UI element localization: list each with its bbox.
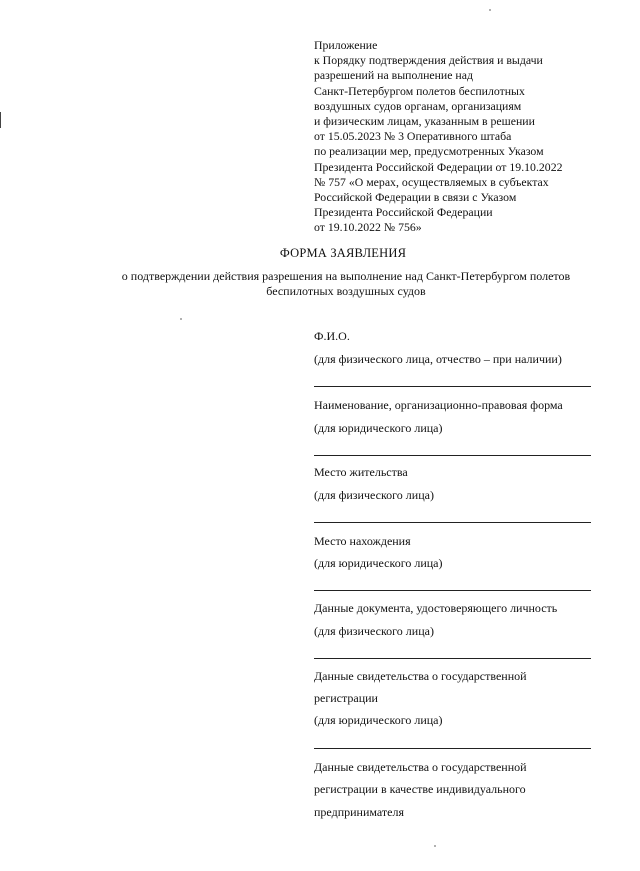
field-fio-line <box>314 386 591 387</box>
field-residence-label: Место жительства <box>314 465 408 479</box>
field-fio-label: Ф.И.О. <box>314 329 350 343</box>
subtitle-line: о подтверждении действия разрешения на выполнение над Санкт-Петербургом полетов <box>121 269 571 283</box>
appendix-line: от 19.10.2022 № 756» <box>314 220 422 235</box>
appendix-line: Президента Российской Федерации <box>314 205 493 220</box>
appendix-line: к Порядку подтверждения действия и выдачи <box>314 53 543 68</box>
field-location-line <box>314 590 591 591</box>
field-org-name-hint: (для юридического лица) <box>314 421 443 435</box>
field-fio-hint: (для физического лица, отчество – при наличии) <box>314 352 562 366</box>
field-org-name-line <box>314 455 591 456</box>
scan-speck <box>489 9 491 11</box>
field-id-document-hint: (для физического лица) <box>314 624 434 638</box>
scan-speck <box>180 318 182 320</box>
field-id-document-line <box>314 658 591 659</box>
field-id-document-label: Данные документа, удостоверяющего личность <box>314 601 558 615</box>
field-legal-registration-label-cont: регистрации <box>314 691 378 705</box>
field-legal-registration-line <box>314 748 591 749</box>
appendix-line: Президента Российской Федерации от 19.10.2022 <box>314 159 563 174</box>
appendix-line: от 15.05.2023 № 3 Оперативного штаба <box>314 129 512 144</box>
appendix-line: и физическим лицам, указанным в решении <box>314 114 535 129</box>
field-entrepreneur-registration-label: Данные свидетельства о государственной <box>314 760 527 774</box>
subtitle-line: беспилотных воздушных судов <box>266 284 426 299</box>
field-residence-line <box>314 522 591 523</box>
field-org-name-label: Наименование, организационно-правовая форма <box>314 398 563 412</box>
appendix-line: разрешений на выполнение над <box>314 68 473 83</box>
scan-speck <box>434 845 436 847</box>
field-residence-hint: (для физического лица) <box>314 488 434 502</box>
field-location-label: Место нахождения <box>314 534 411 548</box>
appendix-line: Российской Федерации в связи с Указом <box>314 190 517 205</box>
field-legal-registration-label: Данные свидетельства о государственной <box>314 669 527 683</box>
field-legal-registration-hint: (для юридического лица) <box>314 713 443 727</box>
appendix-line: по реализации мер, предусмотренных Указом <box>314 144 544 159</box>
appendix-line: Санкт-Петербургом полетов беспилотных <box>314 83 525 98</box>
field-location-hint: (для юридического лица) <box>314 556 443 570</box>
margin-scan-mark <box>0 112 1 128</box>
appendix-line: Приложение <box>314 38 378 52</box>
form-title: ФОРМА ЗАЯВЛЕНИЯ <box>279 246 407 260</box>
appendix-line: воздушных судов органам, организациям <box>314 98 522 113</box>
form-subtitle <box>96 269 596 300</box>
field-entrepreneur-registration-label-cont: регистрации в качестве индивидуального <box>314 782 526 796</box>
appendix-line: № 757 «О мерах, осуществляемых в субъектах <box>314 174 549 189</box>
appendix-block <box>314 38 614 236</box>
field-entrepreneur-registration-label-end: предпринимателя <box>314 805 404 819</box>
